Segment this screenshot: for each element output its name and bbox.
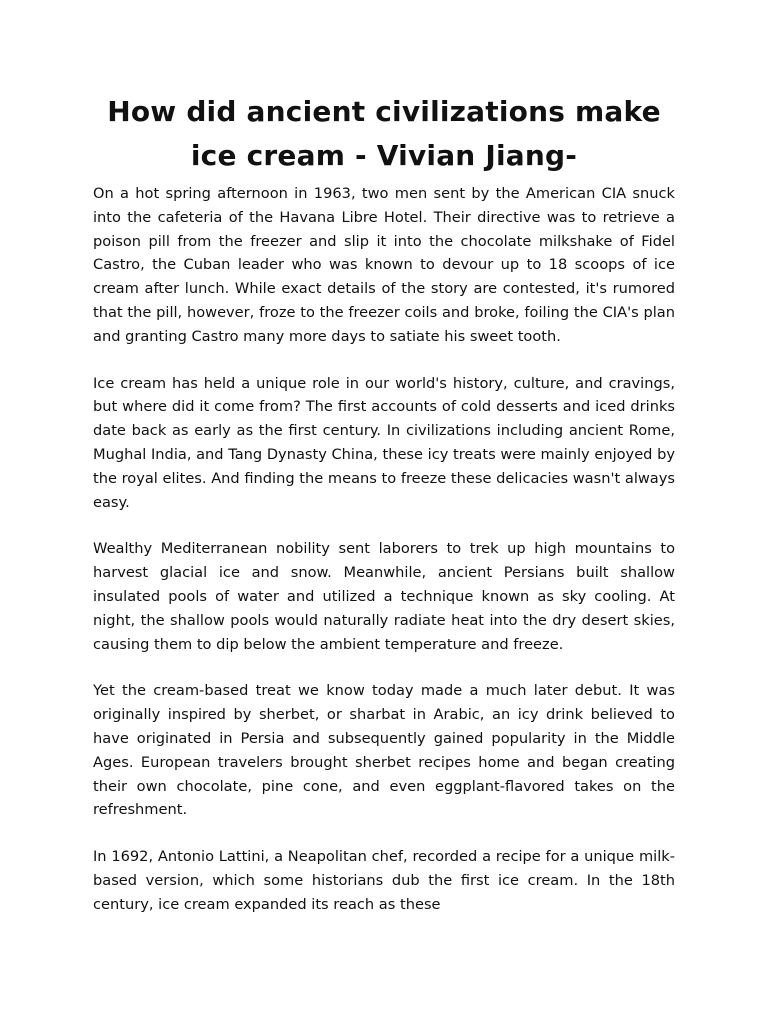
document-page [93,90,675,940]
paragraph-3: Wealthy Mediterranean nobility sent laborers to trek up high mountains to harvest glacial ice and snow. Meanwhile, ancient Persians built shallow insulated pools of water and utilized a technique known as sky cooling. At night, the shallow pools would naturally radiate heat into the dry desert skies, causing them to dip below the ambient temperature and freeze. [93,540,675,653]
paragraph-5: In 1692, Antonio Lattini, a Neapolitan chef, recorded a recipe for a unique milk-based version, which some historians dub the first ice cream. In the 18th century, ice cream expanded its reach as these [93,848,675,913]
paragraph-2: Ice cream has held a unique role in our world's history, culture, and cravings, but where did it come from? The first accounts of cold desserts and iced drinks date back as early as the first century. In civilizations including ancient Rome, Mughal India, and Tang Dynasty China, these icy treats were mainly enjoyed by the royal elites. And finding the means to freeze these delicacies wasn't always easy. [93,374,675,511]
paragraph-1: On a hot spring afternoon in 1963, two men sent by the American CIA snuck into the cafeteria of the Havana Libre Hotel. Their directive was to retrieve a poison pill from the freezer and slip it into the chocolate milkshake of Fidel Castro, the Cuban leader who was known to devour up to 18 scoops of ice cream after lunch. While exact details of the story are contested, it's rumored that the pill, however, froze to the freezer coils and broke, foiling the CIA's plan and granting Castro many more days to satiate his sweet tooth. [93,185,675,345]
paragraph-4: Yet the cream-based treat we know today made a much later debut. It was originally inspired by sherbet, or sharbat in Arabic, an icy drink believed to have originated in Persia and subsequently gained popularity in the Middle Ages. European travelers brought sherbet recipes home and began creating their own chocolate, pine cone, and even eggplant-flavored takes on the refreshment. [93,682,675,819]
document-title: How did ancient civilizations make ice cream - Vivian Jiang- [107,95,661,172]
